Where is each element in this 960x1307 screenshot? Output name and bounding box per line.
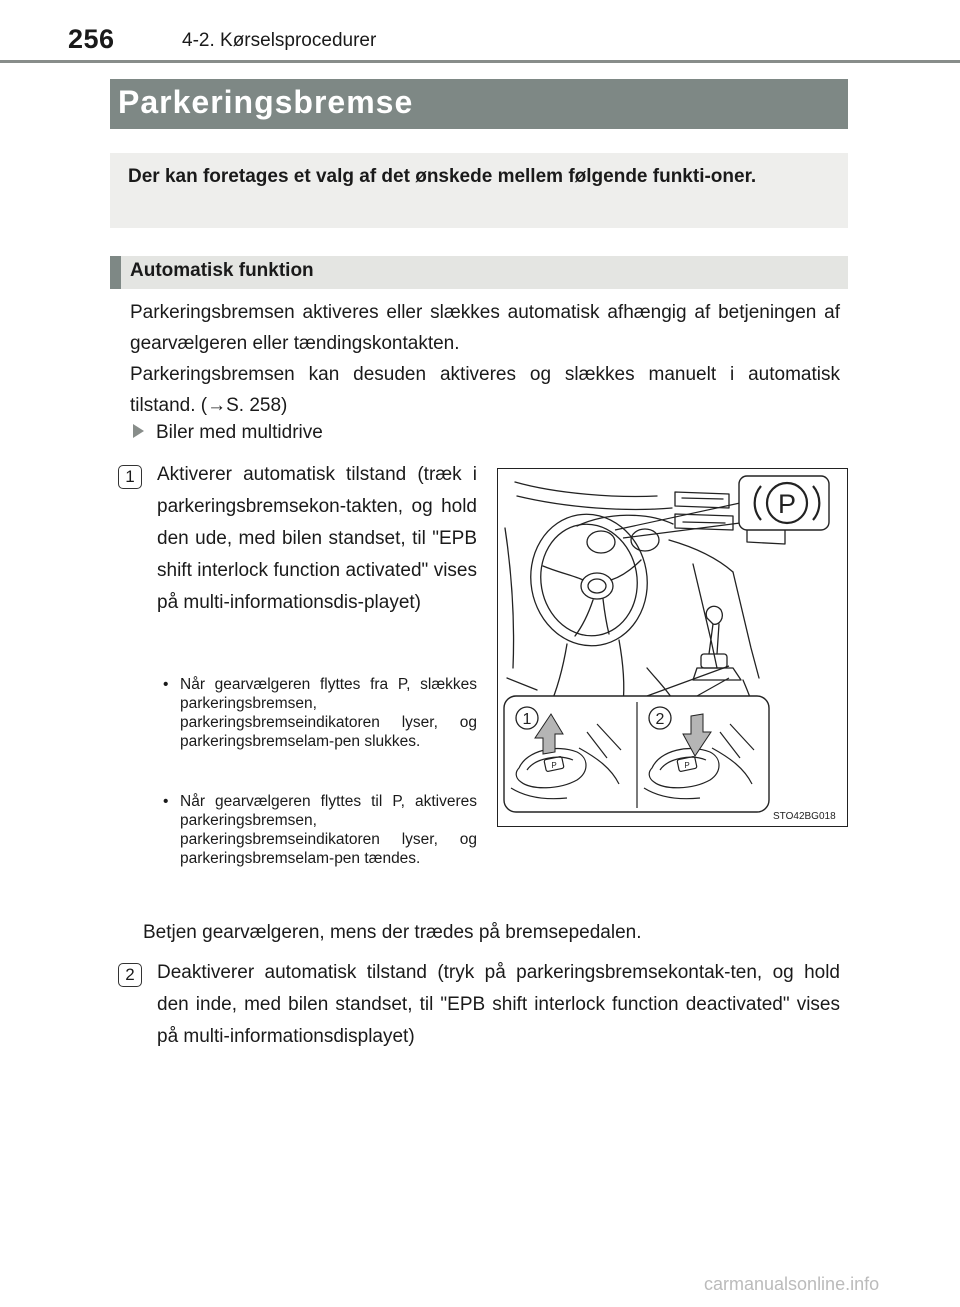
section-header: 4-2. Kørselsprocedurer (182, 30, 377, 51)
bullet-dot-icon: • (163, 793, 169, 810)
page-title: Parkeringsbremse (118, 84, 414, 120)
step-2-text: Deaktiverer automatisk tilstand (tryk på parkeringsbremsekontak-ten, og hold den inde, med bilen standset, til "EPB shift interlock function deactivated" vises på multi-informationsdisplayet) (157, 962, 840, 1047)
subsection-title: Automatisk funktion (130, 260, 314, 281)
note-text: Når gearvælgeren flyttes fra P, slækkes parkeringsbremsen, parkeringsbremseindikatoren lyser, og parkeringsbremselam-pen slukkes. (180, 676, 477, 750)
bullet-dot-icon: • (163, 676, 169, 693)
figure-code: STO42BG018 (773, 811, 836, 822)
watermark: carmanualsonline.info (704, 1274, 880, 1294)
bullet-multidrive (130, 422, 323, 444)
parking-brake-illustration (497, 468, 848, 827)
switch-label-2: P (684, 761, 690, 770)
note-text: Når gearvælgeren flyttes til P, aktiveres parkeringsbremsen, parkeringsbremseindikatoren lyser, og parkeringsbremselam-pen tændes. (180, 793, 477, 867)
page-number: 256 (68, 24, 115, 54)
bullet-label: Biler med multidrive (156, 422, 323, 443)
step-1-note-1 (160, 675, 477, 751)
step-number-2: 2 (118, 963, 142, 987)
brake-instruction: Betjen gearvælgeren, mens der trædes på bremsepedalen. (143, 922, 642, 943)
step-number-1: 1 (118, 465, 142, 489)
step-1-note-2 (160, 792, 477, 868)
subsection-accent (110, 256, 121, 289)
paragraph-auto-function: Parkeringsbremsen aktiveres eller slækkes automatisk afhængig af betjeningen af gearvælgeren eller tændingskontakten. (130, 302, 840, 354)
switch-label-1: P (551, 761, 557, 770)
paragraph-manual-operation: Parkeringsbremsen kan desuden aktiveres og slækkes manuelt i automatisk tilstand. (→S. 258) (130, 364, 840, 416)
header-divider (0, 60, 960, 63)
callout-2: 2 (655, 711, 665, 728)
callout-1: 1 (522, 711, 532, 728)
step-1-text: Aktiverer automatisk tilstand (træk i parkeringsbremsekon-takten, og hold den ude, med bilen standset, til "EPB shift interlock function activated" vises på multi-informationsdis-playet) (157, 464, 477, 613)
p-symbol: P (777, 489, 797, 519)
intro-text: Der kan foretages et valg af det ønskede mellem følgende funkti-oner. (128, 166, 757, 187)
triangle-bullet-icon (133, 424, 144, 438)
